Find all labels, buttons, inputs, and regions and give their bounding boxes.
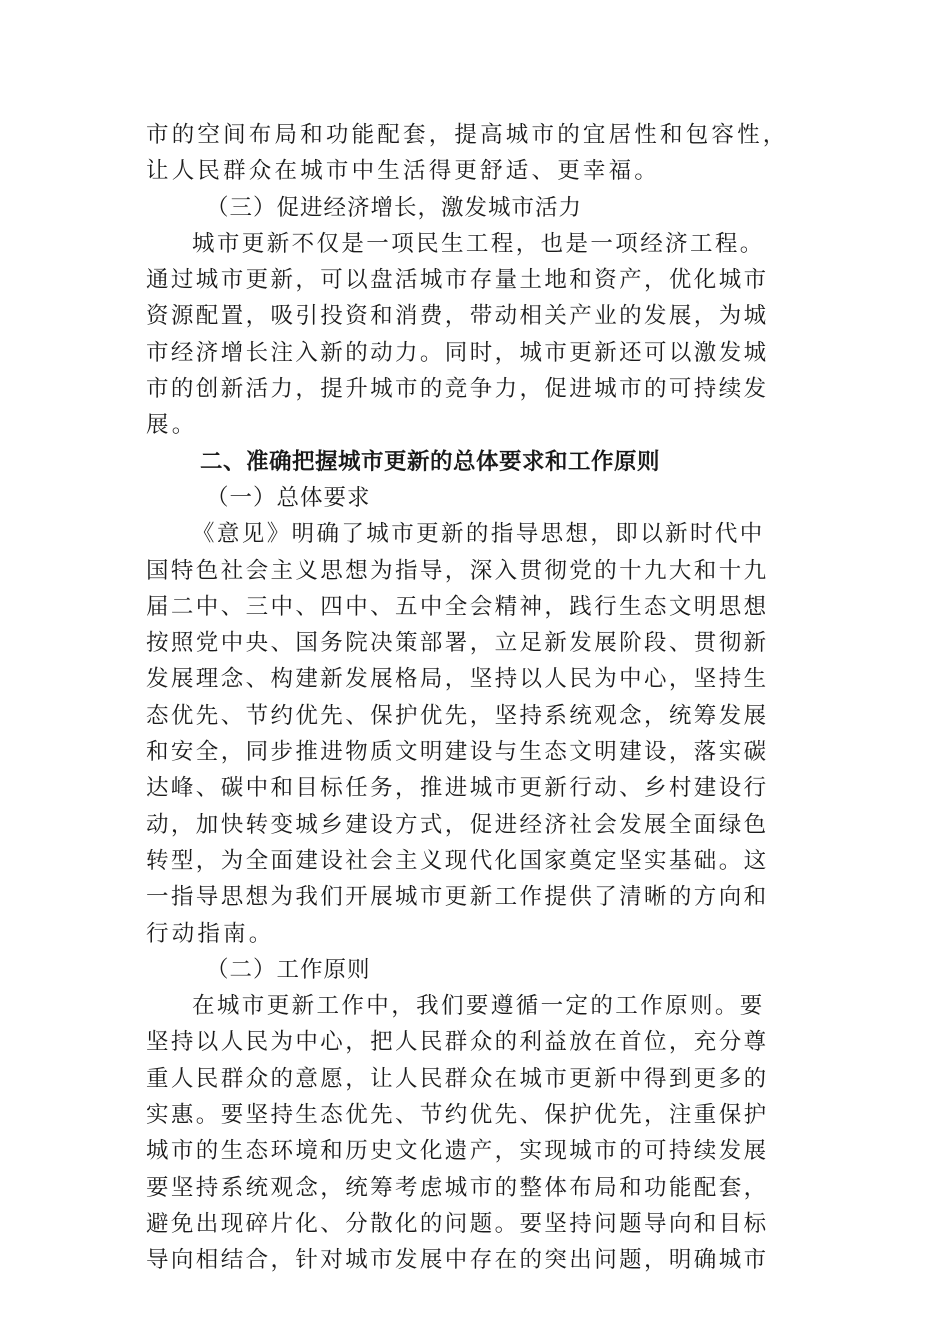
- body-line: 转型，为全面建设社会主义现代化国家奠定坚实基础。这: [146, 847, 769, 874]
- body-line: 坚持以人民为中心，把人民群众的利益放在首位，充分尊: [146, 1029, 769, 1056]
- body-line: 通过城市更新，可以盘活城市存量土地和资产，优化城市: [146, 267, 769, 294]
- body-line: 市经济增长注入新的动力。同时，城市更新还可以激发城: [146, 339, 769, 366]
- body-line: 一指导思想为我们开展城市更新工作提供了清晰的方向和: [146, 884, 769, 911]
- section-heading: 二、准确把握城市更新的总体要求和工作原则: [200, 448, 661, 475]
- body-line: 重人民群众的意愿，让人民群众在城市更新中得到更多的: [146, 1065, 769, 1092]
- body-line: 避免出现碎片化、分散化的问题。要坚持问题导向和目标: [146, 1210, 769, 1237]
- body-line: 资源配置，吸引投资和消费，带动相关产业的发展，为城: [146, 303, 769, 330]
- body-line: 态优先、节约优先、保护优先，坚持系统观念，统筹发展: [146, 702, 769, 729]
- body-line: 和安全，同步推进物质文明建设与生态文明建设，落实碳: [146, 739, 769, 766]
- section-subheading: （三）促进经济增长，激发城市活力: [206, 194, 583, 221]
- body-line: 发展理念、构建新发展格局，坚持以人民为中心，坚持生: [146, 666, 769, 693]
- body-line: 市的空间布局和功能配套，提高城市的宜居性和包容性，: [146, 122, 789, 148]
- body-line: 国特色社会主义思想为指导，深入贯彻党的十九大和十九: [146, 557, 769, 584]
- body-line: 按照党中央、国务院决策部署，立足新发展阶段、贯彻新: [146, 630, 769, 657]
- body-line: 行动指南。: [146, 920, 275, 947]
- paragraph-first-line: 在城市更新工作中，我们要遵循一定的工作原则。要: [192, 993, 765, 1020]
- body-line: 市的创新活力，提升城市的竞争力，促进城市的可持续发: [146, 376, 769, 403]
- body-line: 届二中、三中、四中、五中全会精神，践行生态文明思想: [146, 593, 769, 620]
- body-line: 动，加快转变城乡建设方式，促进经济社会发展全面绿色: [146, 811, 769, 838]
- section-subheading: （一）总体要求: [206, 484, 371, 511]
- body-line: 城市的生态环境和历史文化遗产，实现城市的可持续发展: [146, 1138, 769, 1165]
- body-line: 导向相结合，针对城市发展中存在的突出问题，明确城市: [146, 1247, 769, 1274]
- body-line: 展。: [146, 412, 198, 439]
- section-subheading: （二）工作原则: [206, 956, 371, 983]
- body-line: 实惠。要坚持生态优先、节约优先、保护优先，注重保护: [146, 1102, 769, 1129]
- body-line: 要坚持系统观念，统筹考虑城市的整体布局和功能配套，: [146, 1174, 769, 1201]
- paragraph-first-line: 《意见》明确了城市更新的指导思想，即以新时代中: [192, 521, 765, 548]
- paragraph-first-line: 城市更新不仅是一项民生工程，也是一项经济工程。: [192, 230, 765, 257]
- document-body: [146, 117, 806, 1279]
- body-line: 达峰、碳中和目标任务，推进城市更新行动、乡村建设行: [146, 775, 769, 802]
- body-line: 让人民群众在城市中生活得更舒适、更幸福。: [146, 158, 661, 185]
